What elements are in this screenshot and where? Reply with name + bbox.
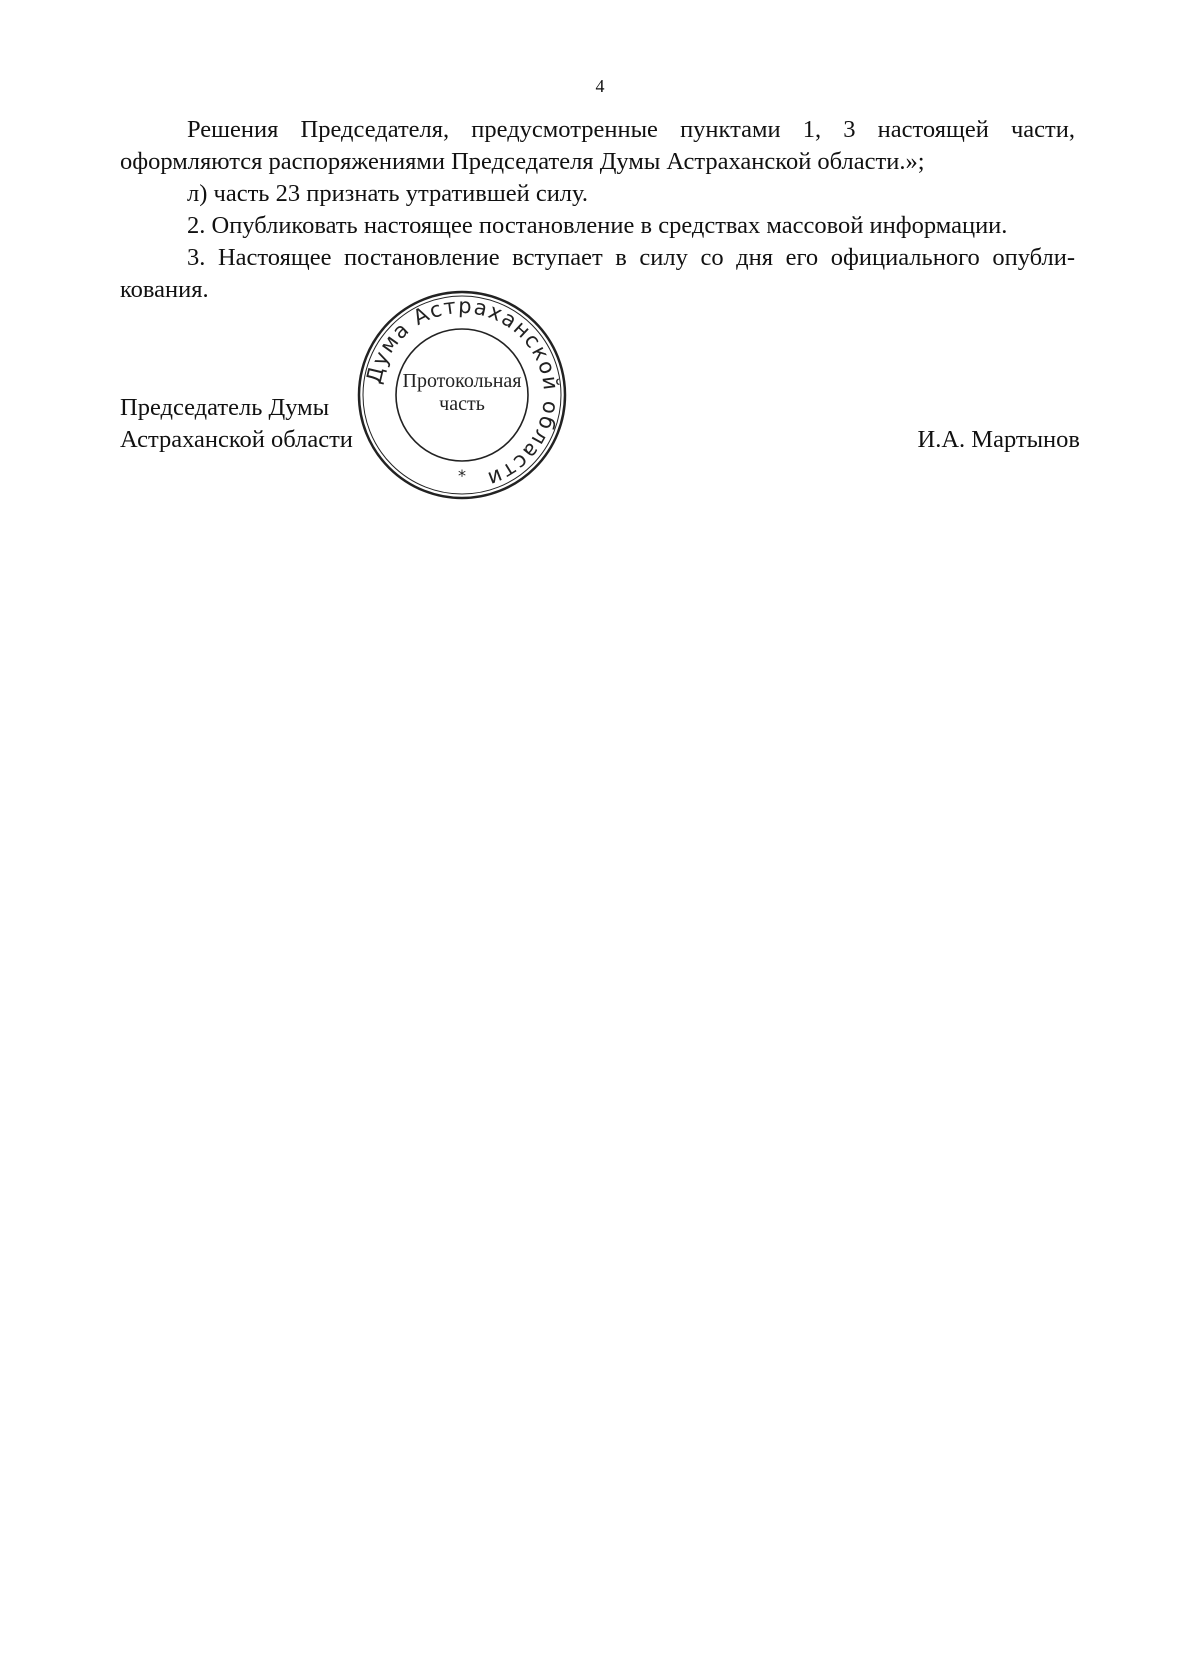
body-text [120,114,1075,306]
paragraph-line: 3. Настоящее постановление вступает в силу со дня его официального опубли- [187,244,1075,271]
paragraph-line: л) часть 23 признать утратившей силу. [187,180,588,207]
signatory-title [120,392,353,456]
seal-ring-text: Дума Астраханской области [361,293,564,492]
paragraph-line: кования. [120,276,209,303]
signatory-name: И.А. Мартынов [917,426,1080,453]
official-seal [355,288,569,502]
seal-center-text: часть [439,393,485,415]
seal-star: * [458,466,466,485]
paragraph-line: 2. Опубликовать настоящее постановление в средствах массовой информации. [187,212,1008,239]
signatory-title-line: Председатель Думы [120,394,330,421]
paragraph-line: Решения Председателя, предусмотренные пунктами 1, 3 настоящей части, [187,116,1075,143]
page-number: 4 [595,76,605,96]
paragraph-line: оформляются распоряжениями Председателя Думы Астраханской области.»; [120,148,925,175]
seal-center-text: Протокольная [402,370,522,392]
signatory-title-line: Астраханской области [120,426,353,453]
